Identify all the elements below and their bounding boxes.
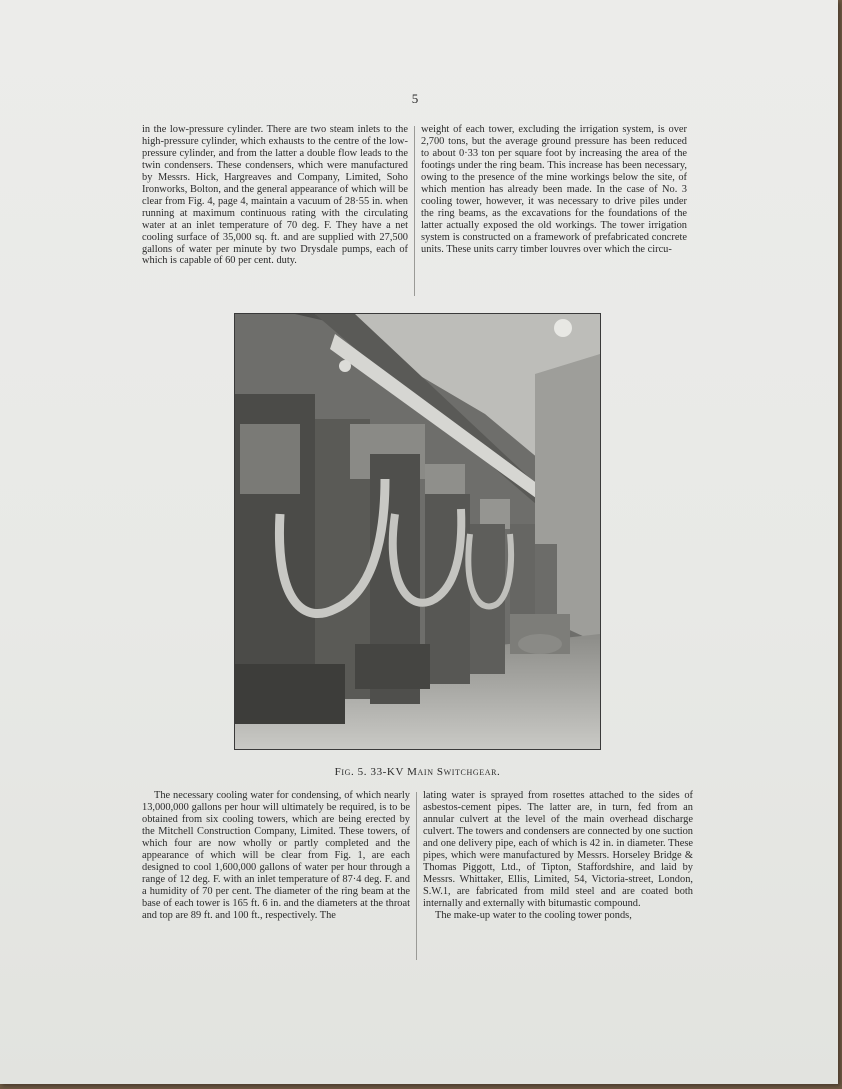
switchgear-photo-image — [235, 314, 600, 749]
column-divider — [416, 792, 417, 960]
paragraph: weight of each tower, excluding the irrigation system, is over 2,700 tons, but the average ground pressure has been reduced to about 0·33 ton per square foot by increasing the area of the footings under the ring beam. This increase has been necessary, owing to the presence of the mine workings below the site, of which mention has already been made. In the case of No. 3 cooling tower, however, it was necessary to drive piles under the ring beams, as the excavations for the foundations of the latter actually exposed the old workings. The tower irrigation system is constructed on a framework of prefabricated concrete units. These units carry timber louvres over which the circu- — [421, 124, 687, 255]
paragraph: lating water is sprayed from rosettes attached to the sides of asbestos-cement pipes. The latter are, in turn, fed from an annular culvert at the level of the main overhead discharge culvert. The towers and condensers are connected by one suction and one delivery pipe, each of which is 42 in. in diameter. These pipes, which were manufactured by Messrs. Horseley Bridge & Thomas Piggott, Ltd., of Tipton, Staffordshire, and laid by Messrs. Whittaker, Ellis, Limited, 54, Victoria-street, London, S.W.1, are fabricated from mild steel and are coated both internally and externally with bitumastic compound. — [423, 790, 693, 909]
switchgear-photograph — [234, 313, 601, 750]
text-column-top-left — [142, 124, 408, 299]
text-column-top-right — [421, 124, 687, 299]
paragraph: in the low-pressure cylinder. There are two steam inlets to the high-pressure cylinder, which exhausts to the centre of the low-pressure cylinder, and from the latter a double flow leads to the twin condensers. These condensers, which were manufactured by Messrs. Hick, Hargreaves and Company, Limited, Soho Ironworks, Bolton, and the general appearance of which will be clear from Fig. 4, page 4, maintain a vacuum of 28·55 in. when running at maximum continuous rating with the circulating water at an inlet temperature of 70 deg. F. They have a net cooling surface of 35,000 sq. ft. and are supplied with 27,500 gallons of water per minute by two Drysdale pumps, each of which is capable of 60 per cent. duty. — [142, 124, 408, 267]
page-number: 5 — [411, 91, 419, 106]
figure-caption: Fig. 5. 33-KV Main Switchgear. — [334, 766, 501, 778]
paragraph: The make-up water to the cooling tower ponds, — [435, 909, 632, 921]
paragraph: The necessary cooling water for condensing, of which nearly 13,000,000 gallons per hour will ultimately be required, is to be obtained from six cooling towers, which are being erected by the Mitchell Construction Company, Limited. These towers, of which four are now wholly or partly completed and the appearance of which will be clear from Fig. 1, are each designed to cool 1,600,000 gallons of water per hour through a range of 12 deg. F. with an inlet temperature of 87·4 deg. F. and a humidity of 70 per cent. The diameter of the ring beam at the base of each tower is 165 ft. 6 in. and the diameters at the throat and top are 89 ft. and 100 ft., respectively. The — [142, 790, 410, 921]
text-column-bottom-right — [423, 790, 693, 965]
column-divider — [414, 126, 415, 296]
text-column-bottom-left — [142, 790, 410, 965]
